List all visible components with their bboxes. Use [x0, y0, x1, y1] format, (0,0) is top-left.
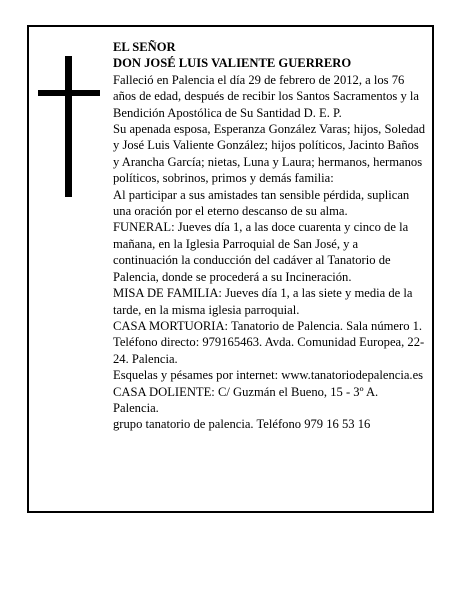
- funeral-home-contact: grupo tanatorio de palencia. Teléfono 979 16 53 16: [113, 417, 371, 432]
- heading-title: EL SEÑOR: [113, 40, 176, 54]
- funeral-details: FUNERAL: Jueves día 1, a las doce cuarenta y cinco de la mañana, en la Iglesia Parroquial de San José, y a continuación la conducción del cadáver al Tanatorio de Palencia, donde se procederá a su Incineración.: [113, 220, 409, 284]
- prayer-request: Al participar a sus amistades tan sensible pérdida, suplican una oración por el eterno descanso de su alma.: [113, 187, 410, 219]
- mortuary-details: CASA MORTUORIA: Tanatorio de Palencia. Sala número 1. Teléfono directo: 979165463. Avda. Comunidad Europea, 22-24. Palencia.: [113, 318, 425, 366]
- cross-vertical-bar: [65, 56, 72, 197]
- online-condolences: Esquelas y pésames por internet: www.tanatoriodepalencia.es: [113, 368, 424, 383]
- mourning-home-address: CASA DOLIENTE: C/ Guzmán el Bueno, 15 - 3º A. Palencia.: [113, 384, 379, 415]
- family-list: Su apenada esposa, Esperanza González Varas; hijos, Soledad y José Luis Valiente González; hijos políticos, Jacinto Baños y Arancha García; nietas, Luna y Laura; hermanos, hermanos políticos, sobrinos, primos y demás familia:: [113, 122, 426, 186]
- cross-horizontal-bar: [38, 90, 100, 96]
- death-announcement: Falleció en Palencia el día 29 de febrero de 2012, a los 76 años de edad, después de recibir los Santos Sacramentos y la Bendición Apostólica de Su Santidad D. E. P.: [113, 72, 420, 120]
- deceased-name: DON JOSÉ LUIS VALIENTE GUERRERO: [113, 56, 352, 71]
- cross-icon: [38, 56, 100, 197]
- family-mass-details: MISA DE FAMILIA: Jueves día 1, a las siete y media de la tarde, en la misma iglesia parroquial.: [113, 286, 413, 317]
- obituary-text: [113, 39, 426, 433]
